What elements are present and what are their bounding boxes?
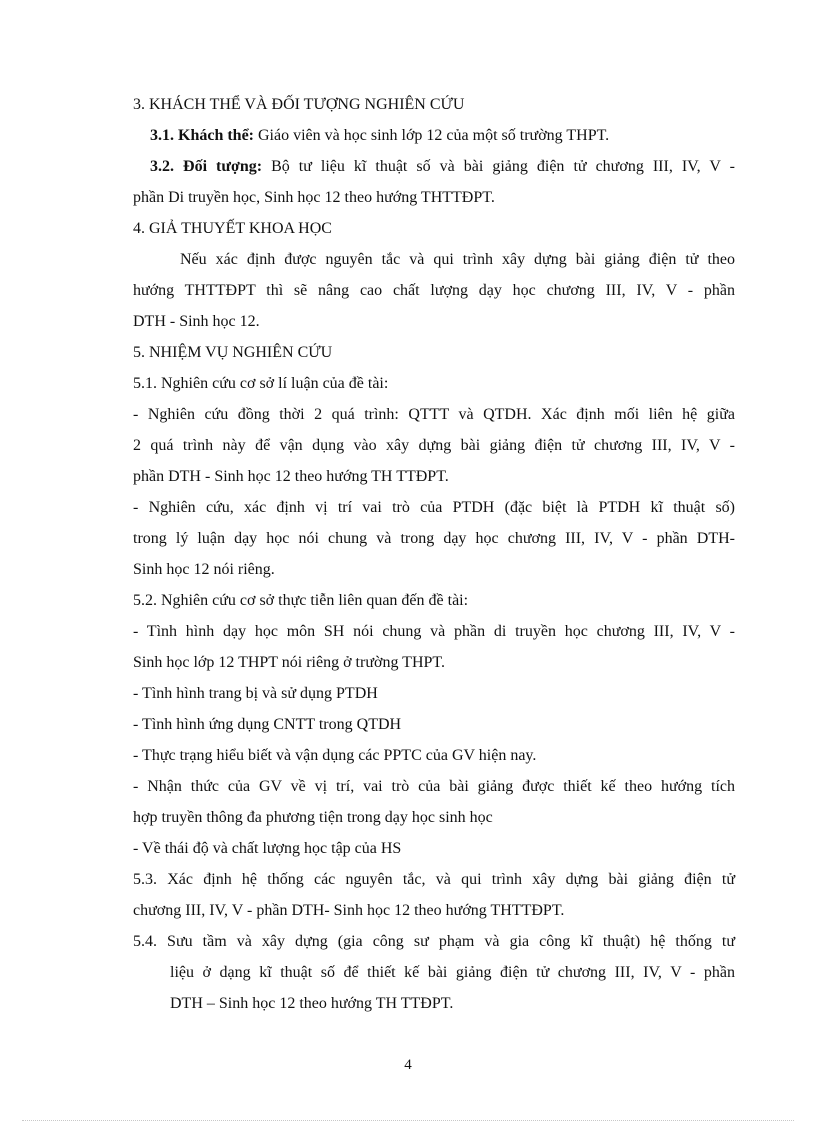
section-5-line: - Nhận thức của GV về vị trí, vai trò của bài giảng được thiết kế theo hướng tích [133,778,735,795]
section-4-line: DTH - Sinh học 12. [133,313,260,330]
section-3-2-paragraph [150,157,735,177]
section-3-1-label: 3.1. Khách thể: [150,127,254,144]
subsection-5-3-heading: 5.3. Xác định hệ thống các nguyên tắc, và qui trình xây dựng bài giảng điện tử [133,871,735,888]
section-3-2-text: Bộ tư liệu kĩ thuật số và bài giảng điện tử chương III, IV, V - [262,158,736,175]
page-bottom-divider [22,1120,794,1121]
section-4-heading: 4. GIẢ THUYẾT KHOA HỌC [133,220,332,237]
subsection-5-2-heading: 5.2. Nghiên cứu cơ sở thực tiễn liên quan đến đề tài: [133,592,469,609]
section-4-line: hướng THTTĐPT thì sẽ nâng cao chất lượng dạy học chương III, IV, V - phần [133,282,735,299]
section-5-line: - Tình hình trang bị và sử dụng PTDH [133,685,378,702]
section-5-line: 2 quá trình này để vận dụng vào xây dựng bài giảng điện tử chương III, IV, V - [133,437,735,454]
section-5-line: phần DTH - Sinh học 12 theo hướng TH TTĐPT. [133,468,449,485]
section-3-heading: 3. KHÁCH THỂ VÀ ĐỐI TƯỢNG NGHIÊN CỨU [133,96,465,113]
section-5-line: - Tình hình ứng dụng CNTT trong QTDH [133,716,402,733]
subsection-5-4-heading: 5.4. Sưu tầm và xây dựng (gia công sư phạm và gia công kĩ thuật) hệ thống tư [133,933,735,950]
section-5-line: Sinh học 12 nói riêng. [133,561,275,578]
section-5-line: hợp truyền thông đa phương tiện trong dạy học sinh học [133,809,493,826]
section-3-1-paragraph [150,126,752,146]
section-5-line: - Nghiên cứu đồng thời 2 quá trình: QTTT và QTDH. Xác định mối liên hệ giữa [133,406,735,423]
section-5-line: - Về thái độ và chất lượng học tập của HS [133,840,402,857]
section-5-line: - Nghiên cứu, xác định vị trí vai trò của PTDH (đặc biệt là PTDH kĩ thuật số) [133,499,735,516]
page-number: 4 [404,1057,412,1073]
section-5-line: - Thực trạng hiểu biết và vận dụng các PPTC của GV hiện nay. [133,747,537,764]
section-5-line: liệu ở dạng kĩ thuật số để thiết kế bài giảng điện tử chương III, IV, V - phần [170,964,735,981]
section-4-line: Nếu xác định được nguyên tắc và qui trình xây dựng bài giảng điện tử theo [180,251,735,268]
section-5-line: Sinh học lớp 12 THPT nói riêng ở trường THPT. [133,654,445,671]
section-5-line: chương III, IV, V - phần DTH- Sinh học 12 theo hướng THTTĐPT. [133,902,565,919]
section-5-line: trong lý luận dạy học nói chung và trong dạy học chương III, IV, V - phần DTH- [133,530,735,547]
section-3-1-text: Giáo viên và học sinh lớp 12 của một số trường THPT. [254,127,610,144]
section-5-heading: 5. NHIỆM VỤ NGHIÊN CỨU [133,344,333,361]
subsection-5-1-heading: 5.1. Nghiên cứu cơ sở lí luận của đề tài: [133,375,389,392]
section-5-line: - Tình hình dạy học môn SH nói chung và phần di truyền học chương III, IV, V - [133,623,735,640]
section-5-line: DTH – Sinh học 12 theo hướng TH TTĐPT. [170,995,454,1012]
section-3-2-label: 3.2. Đối tượng: [150,158,263,175]
section-3-2-continuation: phần Di truyền học, Sinh học 12 theo hướng THTTĐPT. [133,189,495,206]
